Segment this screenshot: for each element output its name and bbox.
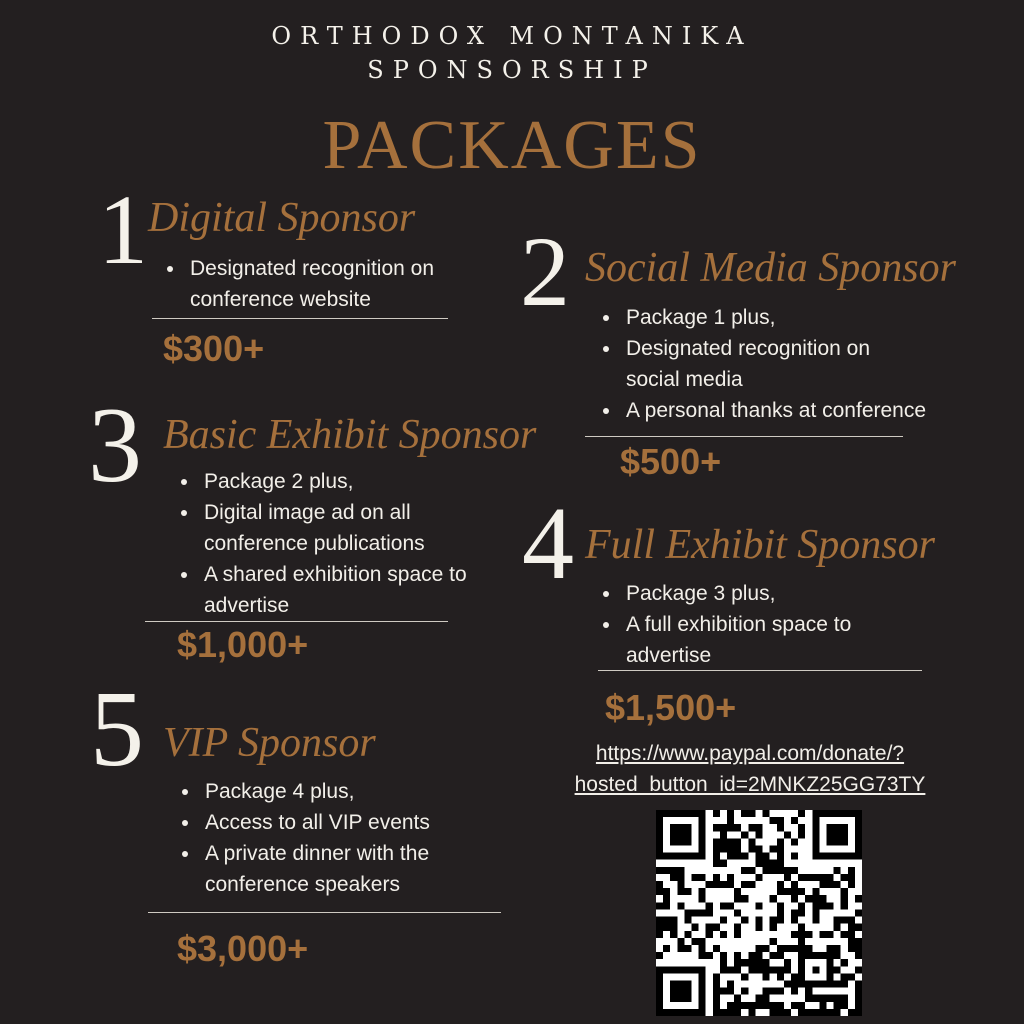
package-1-number: 1 xyxy=(98,174,148,285)
header-line-2: SPONSORSHIP xyxy=(367,56,657,84)
package-4-price: $1,500+ xyxy=(605,687,737,728)
divider xyxy=(585,436,903,437)
benefit-item: • Package 1 plus, xyxy=(622,302,1022,333)
benefit-item: • Designated recognition on social media xyxy=(622,333,926,395)
package-3-number: 3 xyxy=(88,386,142,505)
package-2-name: Social Media Sponsor xyxy=(585,245,956,291)
package-5-benefits xyxy=(177,776,501,900)
qr-code-icon[interactable] xyxy=(656,810,862,1016)
header-line-1: ORTHODOX MONTANIKA xyxy=(271,22,753,50)
package-3-name: Basic Exhibit Sponsor xyxy=(163,412,537,458)
benefit-item: • A full exhibition space to advertise xyxy=(622,609,902,671)
benefit-item: • Package 4 plus, xyxy=(201,776,501,807)
package-5-number: 5 xyxy=(90,670,144,789)
package-5-price: $3,000+ xyxy=(177,928,309,969)
benefit-item: • A personal thanks at conference xyxy=(622,395,1022,426)
package-4-number: 4 xyxy=(522,486,574,601)
package-3-price: $1,000+ xyxy=(177,624,309,665)
divider xyxy=(148,912,501,913)
package-2-benefits xyxy=(598,302,1022,426)
package-3-benefits xyxy=(176,466,500,621)
benefit-item: • Access to all VIP events xyxy=(201,807,501,838)
package-2-number: 2 xyxy=(520,216,570,327)
benefit-item: • Designated recognition on conference website xyxy=(186,253,506,315)
divider xyxy=(152,318,448,319)
package-1-price: $300+ xyxy=(163,328,265,369)
donate-link[interactable] xyxy=(540,738,960,800)
package-1-benefits xyxy=(162,253,506,315)
donate-link-line-2[interactable]: hosted_button_id=2MNKZ25GG73TY xyxy=(574,773,926,796)
divider xyxy=(145,621,448,622)
page-title: PACKAGES xyxy=(322,107,702,184)
package-2-price: $500+ xyxy=(620,441,722,482)
donate-link-line-1[interactable]: https://www.paypal.com/donate/? xyxy=(595,742,905,765)
benefit-item: • A private dinner with the conference speakers xyxy=(201,838,501,900)
benefit-item: • A shared exhibition space to advertise xyxy=(200,559,500,621)
benefit-item: • Package 3 plus, xyxy=(622,578,902,609)
benefit-item: • Package 2 plus, xyxy=(200,466,500,497)
qr-code-graphic xyxy=(656,810,862,1016)
package-4-benefits xyxy=(598,578,902,671)
benefit-item: • Digital image ad on all conference publications xyxy=(200,497,500,559)
package-4-name: Full Exhibit Sponsor xyxy=(585,522,935,568)
package-5-name: VIP Sponsor xyxy=(163,720,376,766)
divider xyxy=(598,670,922,671)
package-1-name: Digital Sponsor xyxy=(148,195,416,241)
